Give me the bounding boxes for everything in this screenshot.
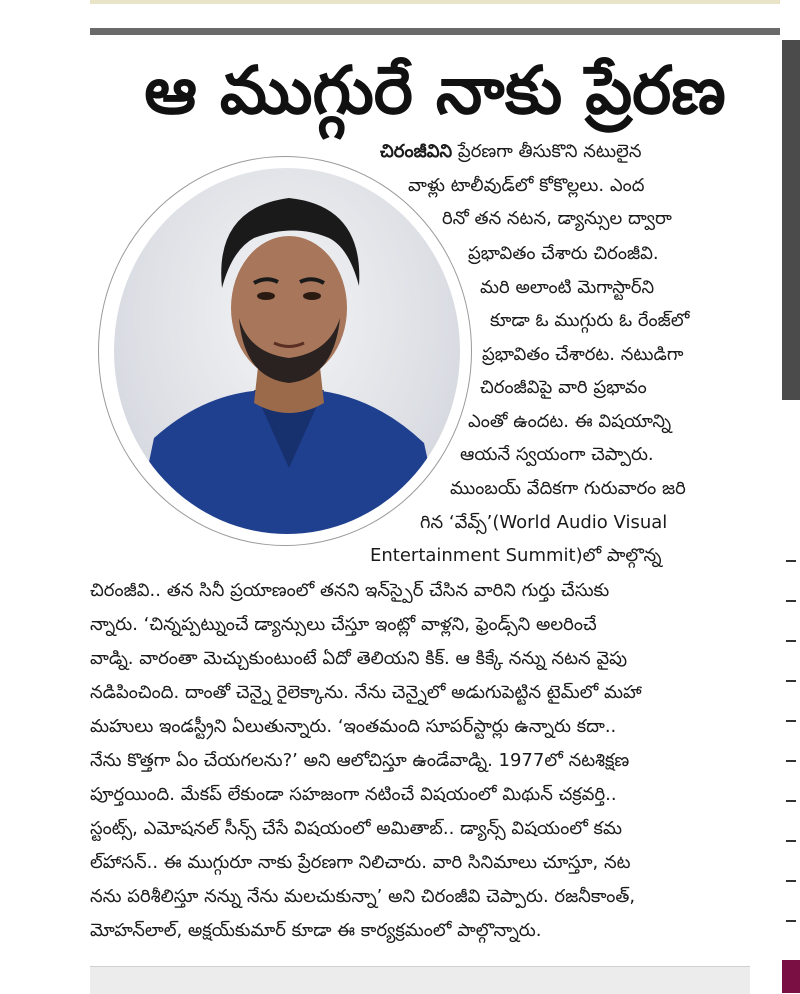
body-line-19: నేను కొత్తగా ఏం చేయగలను?’ అని ఆలోచిస్తూ ఉండేవాడ్ని. 1977లో నటశిక్షణ bbox=[90, 750, 630, 771]
body-line-12: గిన ‘వేవ్స్’(World Audio Visual bbox=[420, 512, 668, 533]
body-line-7: ప్రభావితం చేశారట. నటుడిగా bbox=[482, 344, 684, 365]
header-rule bbox=[90, 28, 780, 35]
body-line-2: వాళ్లు టాలీవుడ్‌లో కోకొల్లలు. ఎంద bbox=[408, 175, 645, 196]
body-line-21: స్టంట్స్, ఎమోషనల్ సీన్స్ చేసే విషయంలో అమితాబ్.. డ్యాన్స్ విషయంలో కమ bbox=[90, 818, 622, 839]
headline: ఆ ముగ్గురే నాకు ప్రేరణ bbox=[144, 52, 726, 129]
body-line-10: ఆయనే స్వయంగా చెప్పారు. bbox=[460, 444, 654, 465]
body-line-11: ముంబయ్ వేదికగా గురువారం జరి bbox=[450, 478, 686, 499]
body-line-20: పూర్తయింది. మేకప్ లేకుండా సహజంగా నటించే విషయంలో మిథున్ చక్రవర్తి.. bbox=[90, 784, 617, 805]
body-line-13: Entertainment Summit)లో పాల్గొన్న bbox=[370, 545, 662, 566]
lead-name: చిరంజీవిని bbox=[380, 141, 453, 162]
body-line-3: రినో తన నటన, డ్యాన్సుల ద్వారా bbox=[442, 208, 672, 229]
body-line-17: నడిపించింది. దాంతో చెన్నై రైలెక్కాను. నేను చెన్నైలో అడుగుపెట్టిన టైమ్‌లో మహా bbox=[90, 682, 642, 703]
body-line-4: ప్రభావితం చేశారు చిరంజీవి. bbox=[468, 243, 659, 264]
body-line-14: చిరంజీవి.. తన సినీ ప్రయాణంలో తనని ఇన్‌స్పైర్ చేసిన వారిని గుర్తు చేసుకు bbox=[90, 580, 610, 601]
body-line-15: న్నారు. ‘చిన్నప్పట్నుంచే డ్యాన్సులు చేస్తూ ఇంట్లో వాళ్లని, ఫ్రెండ్స్‌ని అలరించే bbox=[90, 614, 597, 635]
body-line-22: ల్‌హాసన్.. ఈ ముగ్గురూ నాకు ప్రేరణగా నిలిచారు. వారి సినిమాలు చూస్తూ, నట bbox=[90, 852, 631, 873]
body-line-9: ఎంతో ఉందట. ఈ విషయాన్ని bbox=[468, 411, 672, 432]
body-line-18: మహులు ఇండస్ట్రీని ఏలుతున్నారు. ‘ఇంతమంది సూపర్‌స్టార్లు ఉన్నారు కదా.. bbox=[90, 716, 617, 737]
next-article-box bbox=[90, 966, 750, 994]
body-line-8: చిరంజీవిపై వారి ప్రభావం bbox=[480, 377, 647, 398]
adjacent-column-accent bbox=[782, 960, 800, 993]
adjacent-column-shade bbox=[782, 40, 800, 400]
body-line-5: మరి అలాంటి మెగాస్టార్‌ని bbox=[480, 277, 655, 298]
left-eye bbox=[257, 292, 275, 300]
body-line-1-text: ప్రేరణగా తీసుకొని నటులైన bbox=[452, 141, 642, 162]
body-line-6: కూడా ఓ ముగ్గురు ఓ రేంజ్‌లో bbox=[490, 310, 690, 331]
body-line-23: నను పరిశీలిస్తూ నన్ను నేను మలచుకున్నా’ అని చిరంజీవి చెప్పారు. రజనీకాంత్, bbox=[90, 886, 636, 907]
top-strip bbox=[90, 0, 780, 4]
portrait-photo bbox=[114, 168, 460, 534]
body-line-1 bbox=[380, 138, 641, 166]
right-eye bbox=[303, 292, 321, 300]
portrait-illustration bbox=[114, 168, 460, 534]
body-line-16: వాడ్ని. వారంతా మెచ్చుకుంటుంటే ఏదో తెలియని కిక్. ఆ కిక్కే నన్ను నటన వైపు bbox=[90, 648, 628, 669]
body-line-24: మోహన్‌లాల్, అక్షయ్‌కుమార్ కూడా ఈ కార్యక్రమంలో పాల్గొన్నారు. bbox=[90, 920, 542, 941]
adjacent-column-edge bbox=[782, 40, 800, 993]
